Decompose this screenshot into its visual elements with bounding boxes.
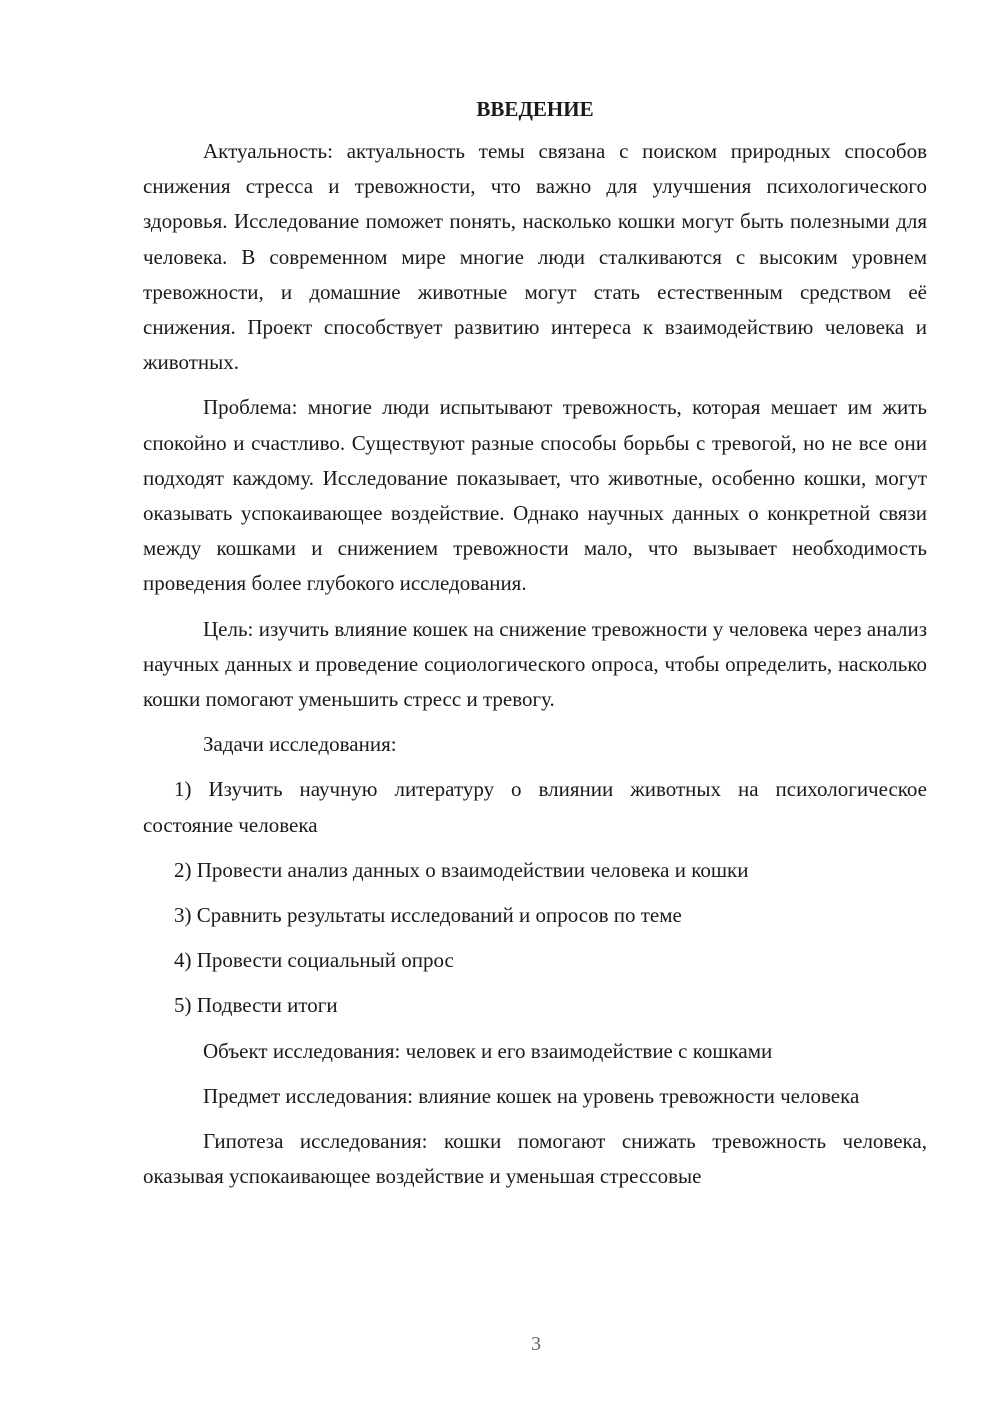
section-heading: ВВЕДЕНИЕ xyxy=(476,97,594,121)
paragraph-subject: Предмет исследования: влияние кошек на уровень тревожности человека xyxy=(203,1083,860,1108)
page-number: 3 xyxy=(531,1333,541,1355)
task-item: 1) Изучить научную литературу о влиянии животных на психологическое состояние человека xyxy=(143,777,927,837)
paragraph-goal: Цель: изучить влияние кошек на снижение тревожности у человека через анализ научных данных и проведение социологического опроса, чтобы определить, насколько кошки помогают уменьшить стресс и тревогу. xyxy=(143,616,927,712)
paragraph-object: Объект исследования: человек и его взаимодействие с кошками xyxy=(203,1038,773,1063)
task-item: 3) Сравнить результаты исследований и опросов по теме xyxy=(174,903,682,928)
task-item: 5) Подвести итоги xyxy=(174,993,338,1018)
document-page xyxy=(143,92,927,1204)
paragraph-problem: Проблема: многие люди испытывают тревожность, которая мешает им жить спокойно и счастливо. Существуют разные способы борьбы с тревогой, но не все они подходят каждому. Исследование показывает, что животные, особенно кошки, могут оказывать успокаивающее воздействие. Однако научных данных о конкретной связи между кошками и снижением тревожности мало, что вызывает необходимость проведения более глубокого исследования. xyxy=(143,395,927,596)
task-item: 4) Провести социальный опрос xyxy=(174,948,454,973)
task-item: 2) Провести анализ данных о взаимодействии человека и кошки xyxy=(174,857,749,882)
tasks-list xyxy=(143,772,927,1023)
tasks-title: Задачи исследования: xyxy=(203,732,397,757)
paragraph-hypothesis: Гипотеза исследования: кошки помогают снижать тревожность человека, оказывая успокаивающее воздействие и уменьшая стрессовые xyxy=(143,1129,927,1189)
paragraph-relevance: Актуальность: актуальность темы связана с поиском природных способов снижения стресса и тревожности, что важно для улучшения психологического здоровья. Исследование поможет понять, насколько кошки могут быть полезными для человека. В современном мире многие люди сталкиваются с высоким уровнем тревожности, и домашние животные могут стать естественным средством её снижения. Проект способствует развитию интереса к взаимодействию человека и животных. xyxy=(143,139,927,375)
